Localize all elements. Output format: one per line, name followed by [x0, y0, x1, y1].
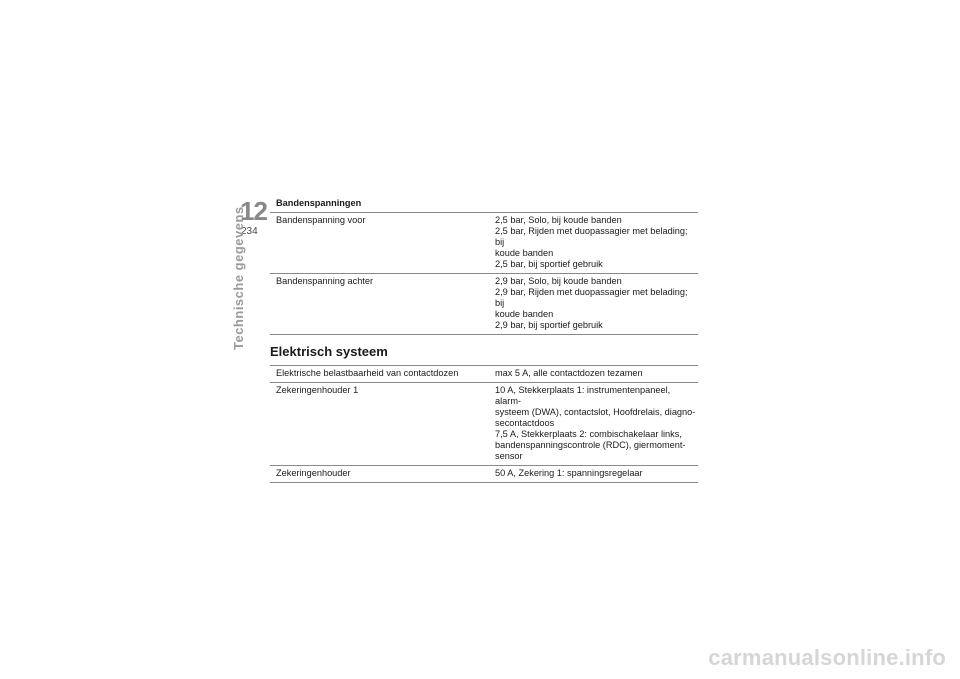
value-line: 50 A, Zekering 1: spanningsregelaar	[495, 468, 643, 478]
electrical-table	[270, 365, 698, 483]
table-row	[270, 274, 698, 335]
value-line: 2,5 bar, Rijden met duopassagier met belading; bij	[495, 226, 688, 247]
value-line: bandenspanningscontrole (RDC), giermoment-	[495, 440, 686, 450]
row-value	[489, 383, 698, 466]
row-label: Elektrische belastbaarheid van contactdozen	[276, 368, 459, 378]
value-line: 2,5 bar, Solo, bij koude banden	[495, 215, 622, 225]
tire-pressure-heading: Bandenspanningen	[270, 198, 698, 213]
value-line: 2,9 bar, bij sportief gebruik	[495, 320, 603, 330]
value-line: 10 A, Stekkerplaats 1: instrumentenpaneel, alarm-	[495, 385, 671, 406]
value-line: systeem (DWA), contactslot, Hoofdrelais, diagno-	[495, 407, 696, 417]
value-line: max 5 A, alle contactdozen tezamen	[495, 368, 643, 378]
row-value	[489, 366, 698, 383]
value-line: koude banden	[495, 309, 554, 319]
row-value	[489, 466, 698, 483]
row-label: Zekeringenhouder	[276, 468, 351, 478]
row-label: Bandenspanning voor	[276, 215, 366, 225]
value-line: secontactdoos	[495, 418, 555, 428]
section-title-electrical: Elektrisch systeem	[270, 344, 388, 359]
tire-pressure-table	[270, 198, 698, 335]
table-row	[270, 466, 698, 483]
chapter-side-title: Technische gegevens	[231, 206, 246, 350]
value-line: koude banden	[495, 248, 554, 258]
row-label: Zekeringenhouder 1	[276, 385, 359, 395]
table-heading-row	[270, 198, 698, 213]
table-row	[270, 366, 698, 383]
watermark: carmanualsonline.info	[708, 645, 946, 670]
row-label: Bandenspanning achter	[276, 276, 374, 286]
value-line: 2,9 bar, Rijden met duopassagier met belading; bij	[495, 287, 688, 308]
main-content	[270, 198, 698, 483]
value-line: 2,5 bar, bij sportief gebruik	[495, 259, 603, 269]
row-value	[489, 274, 698, 335]
value-line: 7,5 A, Stekkerplaats 2: combischakelaar links,	[495, 429, 682, 439]
chapter-number: 12	[240, 196, 267, 226]
value-line: sensor	[495, 451, 523, 461]
row-value	[489, 213, 698, 274]
table-row	[270, 383, 698, 466]
value-line: 2,9 bar, Solo, bij koude banden	[495, 276, 622, 286]
page-number: 234	[241, 226, 258, 237]
table-row	[270, 213, 698, 274]
